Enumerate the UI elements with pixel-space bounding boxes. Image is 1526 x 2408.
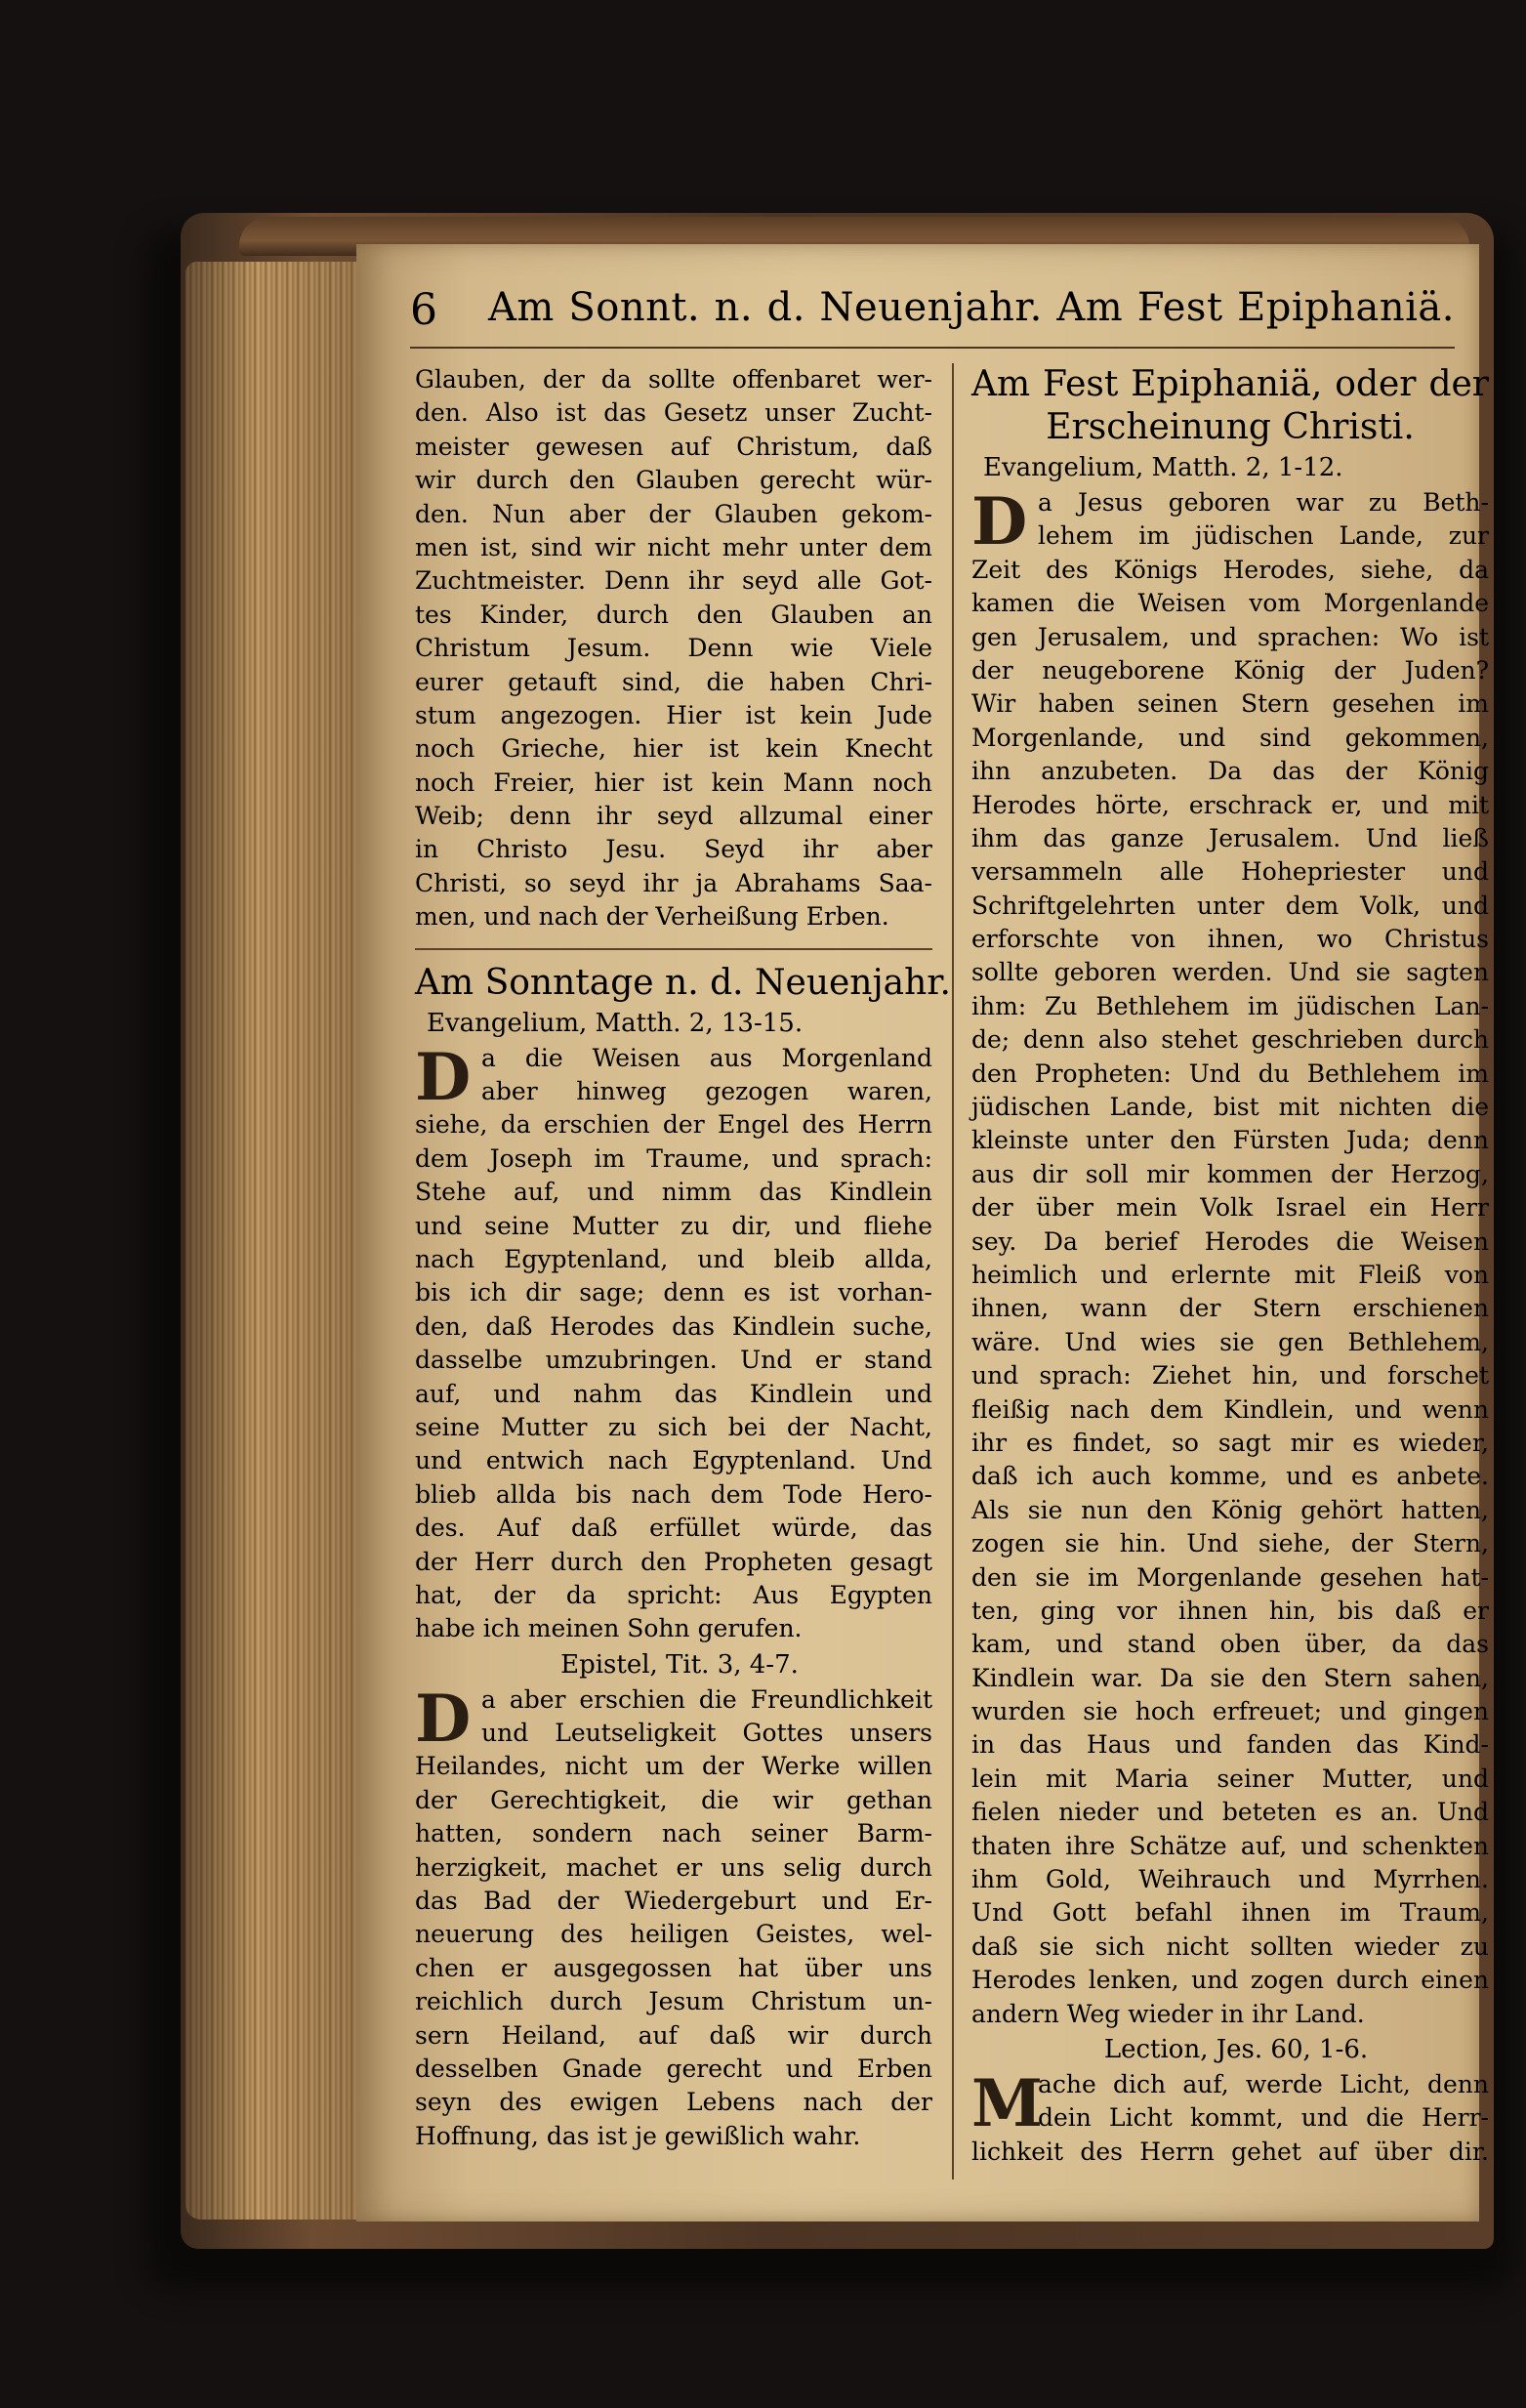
text-line: Zuchtmeister. Denn ihr seyd alle Got-: [415, 566, 932, 596]
text-line: ihn anzubeten. Da das der König: [971, 757, 1489, 786]
text-line: ache dich auf, werde Licht, denn: [1038, 2069, 1489, 2098]
text-line: Stehe auf, und nimm das Kindlein: [415, 1178, 932, 1207]
text-line: den. Nun aber der Glauben gekom-: [415, 499, 932, 528]
text-line: gen Jerusalem, und sprachen: Wo ist: [971, 622, 1489, 651]
text-line: den, daß Herodes das Kindlein suche,: [415, 1311, 932, 1341]
text-line: a die Weisen aus Morgenland: [481, 1043, 932, 1072]
text-line: noch Freier, hier ist kein Mann noch: [415, 768, 932, 797]
drop-cap-initial: D: [415, 1680, 472, 1757]
text-line: den. Also ist das Gesetz unser Zucht-: [415, 398, 932, 428]
text-line: Hoffnung, das ist je gewißlich wahr.: [415, 2121, 861, 2150]
drop-cap-initial: D: [415, 1038, 472, 1115]
text-line: Kindlein war. Da sie den Stern sahen,: [971, 1663, 1489, 1692]
text-line: Heilandes, nicht um der Werke willen: [415, 1752, 932, 1781]
text-line: habe ich meinen Sohn gerufen.: [415, 1614, 803, 1643]
text-line: ten, ging vor ihnen hin, bis daß er: [971, 1596, 1489, 1625]
text-line: andern Weg wieder in ihr Land.: [971, 1999, 1365, 2028]
gospel-heading: Evangelium, Matth. 2, 13-15.: [427, 1008, 804, 1038]
text-line: lehem im jüdischen Lande, zur: [1038, 521, 1489, 551]
section-title-epiphany: Am Fest Epiphaniä, oder der: [971, 364, 1489, 404]
text-line: zogen sie hin. Und siehe, der Stern,: [971, 1529, 1489, 1558]
lection-heading: Lection, Jes. 60, 1-6.: [1103, 2034, 1369, 2064]
gospel-heading: Evangelium, Matth. 2, 1-12.: [983, 453, 1343, 482]
text-line: aber hinweg gezogen waren,: [481, 1077, 932, 1106]
text-line: der neugeborene König der Juden?: [971, 655, 1489, 685]
drop-cap-initial: D: [971, 483, 1028, 560]
text-line: fleißig nach dem Kindlein, und wenn: [971, 1394, 1489, 1424]
running-head-title: Am Sonnt. n. d. Neuenjahr. Am Fest Epiphaniä.: [488, 285, 1455, 330]
text-line: ihm: Zu Bethlehem im jüdischen Lan-: [971, 991, 1489, 1020]
left-column: [415, 363, 951, 2199]
text-line: bis ich dir sage; denn es ist vorhan-: [415, 1278, 932, 1308]
text-line: der über mein Volk Israel ein Herr: [971, 1193, 1489, 1223]
text-line: hatten, sondern nach seiner Barm-: [415, 1819, 932, 1848]
text-line: Zeit des Königs Herodes, siehe, da: [971, 555, 1489, 584]
epistle-lines: [415, 1680, 932, 2153]
running-head: [410, 285, 1455, 344]
continuation-text: [415, 363, 932, 934]
text-line: und entwich nach Egyptenland. Und: [415, 1446, 932, 1475]
text-line: ihm das ganze Jerusalem. Und ließ: [971, 823, 1489, 852]
text-line: Christum Jesum. Denn wie Viele: [415, 634, 932, 663]
text-line: des. Auf daß erfüllet würde, das: [415, 1514, 932, 1543]
section-subtitle-epiphany: Erscheinung Christi.: [1046, 407, 1415, 447]
lection-lines: [971, 2064, 1489, 2169]
text-line: den Propheten: Und du Bethlehem im: [971, 1059, 1489, 1088]
text-line: Und Gott befahl ihnen im Traum,: [971, 1898, 1489, 1928]
text-line: wäre. Und wies sie gen Bethlehem,: [971, 1327, 1489, 1356]
text-line: der Gerechtigkeit, die wir gethan: [415, 1785, 932, 1814]
text-line: wurden sie hoch erfreuet; und gingen: [971, 1697, 1489, 1726]
text-line: ihm Gold, Weihrauch und Myrrhen.: [971, 1865, 1489, 1894]
right-column: [971, 363, 1489, 2199]
text-line: versammeln alle Hohepriester und: [971, 857, 1489, 887]
text-line: men ist, sind wir nicht mehr unter dem: [415, 532, 932, 561]
text-line: kamen die Weisen vom Morgenlande: [971, 589, 1489, 618]
text-line: men, und nach der Verheißung Erben.: [415, 902, 889, 932]
text-line: auf, und nahm das Kindlein und: [415, 1379, 932, 1408]
section-rule: [415, 948, 932, 950]
text-line: Wir haben seinen Stern gesehen im: [971, 689, 1489, 719]
text-line: nach Egyptenland, und bleib allda,: [415, 1244, 932, 1273]
text-line: neuerung des heiligen Geistes, wel-: [415, 1920, 932, 1949]
text-line: stum angezogen. Hier ist kein Jude: [415, 700, 932, 729]
text-line: daß ich auch komme, und es anbete.: [971, 1462, 1489, 1491]
text-line: eurer getauft sind, die haben Chri-: [415, 667, 932, 696]
page-edges-shading: [186, 262, 361, 2220]
text-line: sey. Da berief Herodes die Weisen: [971, 1226, 1489, 1256]
text-line: ihr es findet, so sagt mir es wieder,: [971, 1428, 1489, 1457]
text-line: dasselbe umzubringen. Und er stand: [415, 1346, 932, 1375]
text-line: dein Licht kommt, und die Herr-: [1038, 2103, 1489, 2133]
text-line: tes Kinder, durch den Glauben an: [415, 600, 932, 629]
text-line: Glauben, der da sollte offenbaret wer-: [415, 365, 932, 394]
gospel-text: [415, 1038, 932, 1646]
text-line: blieb allda bis nach dem Tode Hero-: [415, 1479, 932, 1509]
text-line: wir durch den Glauben gerecht wür-: [415, 466, 932, 495]
text-line: noch Grieche, hier ist kein Knecht: [415, 734, 932, 764]
text-line: jüdischen Lande, bist mit nichten die: [971, 1093, 1489, 1122]
text-line: den sie im Morgenlande gesehen hat-: [971, 1562, 1489, 1592]
text-line: Christi, so seyd ihr ja Abrahams Saa-: [415, 868, 932, 897]
text-line: erforschte von ihnen, wo Christus: [971, 925, 1489, 954]
text-line: seyn des ewigen Lebens nach der: [415, 2088, 932, 2117]
text-line: reichlich durch Jesum Christum un-: [415, 1987, 932, 2016]
text-line: daß sie sich nicht sollten wieder zu: [971, 1931, 1489, 1961]
text-line: Herodes lenken, und zogen durch einen: [971, 1966, 1489, 1995]
section-title-sunday: Am Sonntage n. d. Neuenjahr.: [415, 962, 951, 1003]
text-line: hat, der da spricht: Aus Egypten: [415, 1580, 932, 1609]
text-line: siehe, da erschien der Engel des Herrn: [415, 1110, 932, 1140]
text-line: thaten ihre Schätze auf, und schenkten: [971, 1831, 1489, 1860]
gospel-text: [971, 483, 1489, 2031]
epistle-text: [415, 1680, 932, 2153]
text-line: sern Heiland, auf daß wir durch: [415, 2020, 932, 2050]
text-line: Weib; denn ihr seyd allzumal einer: [415, 802, 932, 831]
text-line: heimlich und erlernte mit Fleiß von: [971, 1260, 1489, 1289]
text-line: ihnen, wann der Stern erschienen: [971, 1294, 1489, 1323]
drop-cap-initial: M: [971, 2064, 1044, 2141]
page-number: 6: [410, 285, 437, 335]
lection-text: [971, 2064, 1489, 2169]
column-divider: [952, 363, 954, 2180]
text-line: lein mit Maria seiner Mutter, und: [971, 1764, 1489, 1793]
text-line: kam, und stand oben über, da das: [971, 1630, 1489, 1659]
text-line: Herodes hörte, erschrack er, und mit: [971, 790, 1489, 819]
text-line: sollte geboren werden. Und sie sagten: [971, 958, 1489, 987]
text-line: meister gewesen auf Christum, daß: [415, 432, 932, 461]
text-line: das Bad der Wiedergeburt und Er-: [415, 1887, 932, 1916]
text-line: Als sie nun den König gehört hatten,: [971, 1495, 1489, 1524]
text-line: und Leutseligkeit Gottes unsers: [481, 1719, 932, 1748]
text-line: und sprach: Ziehet hin, und forschet: [971, 1361, 1489, 1391]
text-line: herzigkeit, machet er uns selig durch: [415, 1852, 932, 1882]
text-line: lichkeit des Herrn gehet auf über dir.: [971, 2137, 1489, 2166]
text-line: a aber erschien die Freundlichkeit: [481, 1684, 932, 1714]
text-line: Schriftgelehrten unter dem Volk, und: [971, 891, 1489, 920]
text-line: de; denn also stehet geschrieben durch: [971, 1025, 1489, 1055]
text-line: a Jesus geboren war zu Beth-: [1038, 488, 1489, 517]
text-line: chen er ausgegossen hat über uns: [415, 1953, 932, 1982]
text-line: der Herr durch den Propheten gesagt: [415, 1547, 932, 1576]
gospel-lines: [971, 483, 1489, 2031]
text-line: in Christo Jesu. Seyd ihr aber: [415, 835, 932, 864]
text-line: Morgenlande, und sind gekommen,: [971, 723, 1489, 752]
text-line: und seine Mutter zu dir, und fliehe: [415, 1211, 932, 1240]
running-head-rule: [410, 347, 1455, 349]
text-line: seine Mutter zu sich bei der Nacht,: [415, 1412, 932, 1441]
epistle-heading: Epistel, Tit. 3, 4-7.: [560, 1649, 799, 1680]
text-line: fielen nieder und beteten es an. Und: [971, 1798, 1489, 1827]
text-line: kleinste unter den Fürsten Juda; denn: [971, 1126, 1489, 1155]
text-line: aus dir soll mir kommen der Herzog,: [971, 1159, 1489, 1188]
text-line: dem Joseph im Traume, und sprach:: [415, 1143, 932, 1173]
gospel-lines: [415, 1038, 932, 1646]
text-line: in das Haus und fanden das Kind-: [971, 1730, 1489, 1760]
text-line: desselben Gnade gerecht und Erben: [415, 2054, 932, 2083]
